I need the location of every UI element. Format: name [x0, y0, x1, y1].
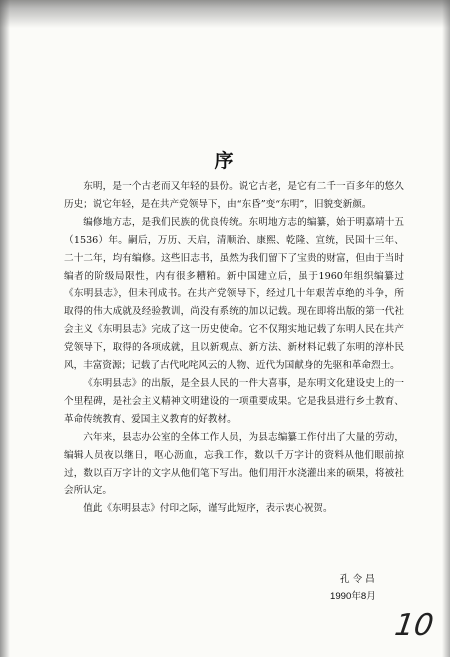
scan-edge-left [0, 0, 10, 657]
page-title: 序 [214, 150, 236, 172]
paragraph-1: 东明，是一个古老而又年轻的县份。说它古老，是它有二千一百多年的悠久历史；说它年轻，是在共产党领导下，由“东昏”变“东明”，旧貌变新颜。 [64, 181, 404, 210]
preface-body [64, 178, 404, 518]
signature-block [330, 571, 410, 605]
page-number: 10 [392, 608, 436, 643]
paragraph-5: 值此《东明县志》付印之际，谨写此短序，表示衷心祝贺。 [83, 503, 333, 515]
scan-edge-top [0, 0, 450, 28]
scan-edge-right [442, 0, 450, 657]
author-name: 孔令昌 [340, 574, 378, 585]
paragraph-2: 编修地方志，是我们民族的优良传统。东明地方志的编纂，始于明嘉靖十五（1536）年。嗣后，万历、天启，清顺治、康熙、乾隆、宣统，民国十三年、二十二年，均有编修。这些旧志书，虽然为我们留下了宝贵的财富，但由于当时编者的阶级局限性，内有很多糟粕。新中国建立后，虽于1960年组织编纂过《东明县志》，但未刊成书。在共产党领导下，经过几十年艰苦卓绝的斗争，所取得的伟大成就及经验教训，尚没有系统的加以记载。现在即将出版的第一代社会主义《东明县志》完成了这一历史使命。它不仅翔实地记载了东明人民在共产党领导下，取得的各项成就，且以新观点、新方法、新材料记载了东明的淳朴民风，丰富资源；记载了古代叱咤风云的人物、近代为国献身的先驱和革命烈士。 [64, 216, 404, 372]
paragraph-4: 六年来，县志办公室的全体工作人员，为县志编纂工作付出了大量的劳动，编辑人员夜以继日，呕心沥血，忘我工作，数以千万字计的资料从他们眼前掠过，数以百万字计的文字从他们笔下写出。他们用汗水浇灌出来的硕果，将被社会所认定。 [64, 431, 404, 497]
signature-date: 1990年8月 [330, 591, 376, 602]
paragraph-3: 《东明县志》的出版，是全县人民的一件大喜事，是东明文化建设史上的一个里程碑，是社会主义精神文明建设的一项重要成果。它是我县进行乡土教育、革命传统教育、爱国主义教育的好教材。 [64, 377, 404, 425]
